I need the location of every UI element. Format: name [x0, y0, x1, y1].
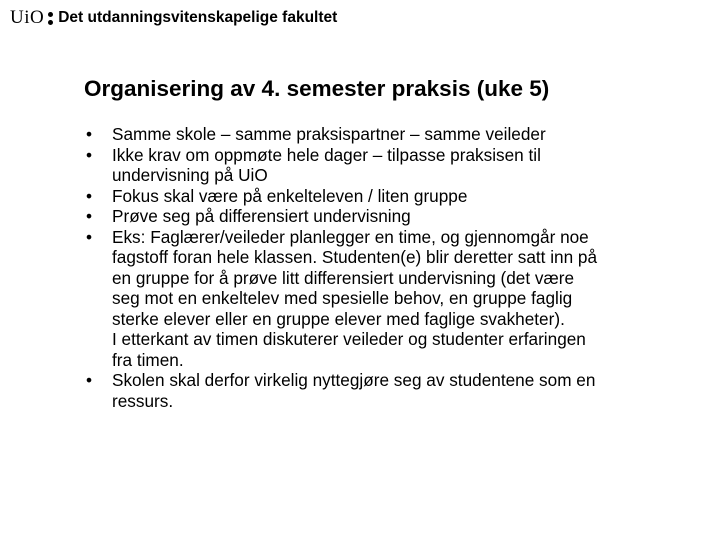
- bullet-text: Skolen skal derfor virkelig nyttegjøre seg av studentene som en ressurs.: [112, 370, 596, 411]
- bullet-text: Ikke krav om oppmøte hele dager – tilpasse praksisen til undervisning på UiO: [112, 144, 541, 185]
- bullet-item: [84, 227, 694, 371]
- bullet-item: [84, 370, 694, 411]
- logo-colon-icon: [48, 12, 53, 25]
- bullet-icon: •: [86, 226, 93, 247]
- bullet-text: Fokus skal være på enkelteleven / liten gruppe: [112, 185, 468, 206]
- faculty-name: Det utdanningsvitenskapelige fakultet: [58, 9, 338, 26]
- bullet-icon: •: [86, 370, 93, 390]
- bullet-text: Prøve seg på differensiert undervisning: [112, 206, 411, 226]
- bullet-item: [84, 124, 694, 145]
- bullet-icon: •: [86, 144, 93, 165]
- bullet-text: Samme skole – samme praksispartner – samme veileder: [112, 124, 546, 144]
- page-header: [10, 6, 337, 30]
- uio-logo: UiO: [10, 7, 45, 28]
- bullet-item: [84, 145, 694, 186]
- bullet-icon: •: [86, 124, 93, 144]
- bullet-icon: •: [86, 206, 93, 226]
- bullet-list: [84, 124, 694, 411]
- bullet-text: Eks: Faglærer/veileder planlegger en time, og gjennomgår noe fagstoff foran hele klassen. Studenten(e) blir deretter satt inn på en gruppe for å prøve litt differensiert undervisning (det være seg mot en enkeltelev med spesielle behov, en gruppe faglig sterke elever eller en gruppe elever med faglige svakheter). I etterkant av timen diskuterer veileder og studenter erfaringen fra timen.: [112, 226, 598, 370]
- bullet-icon: •: [86, 185, 93, 206]
- bullet-item: [84, 186, 694, 207]
- bullet-item: [84, 206, 694, 227]
- slide-title: Organisering av 4. semester praksis (uke 5): [84, 76, 550, 101]
